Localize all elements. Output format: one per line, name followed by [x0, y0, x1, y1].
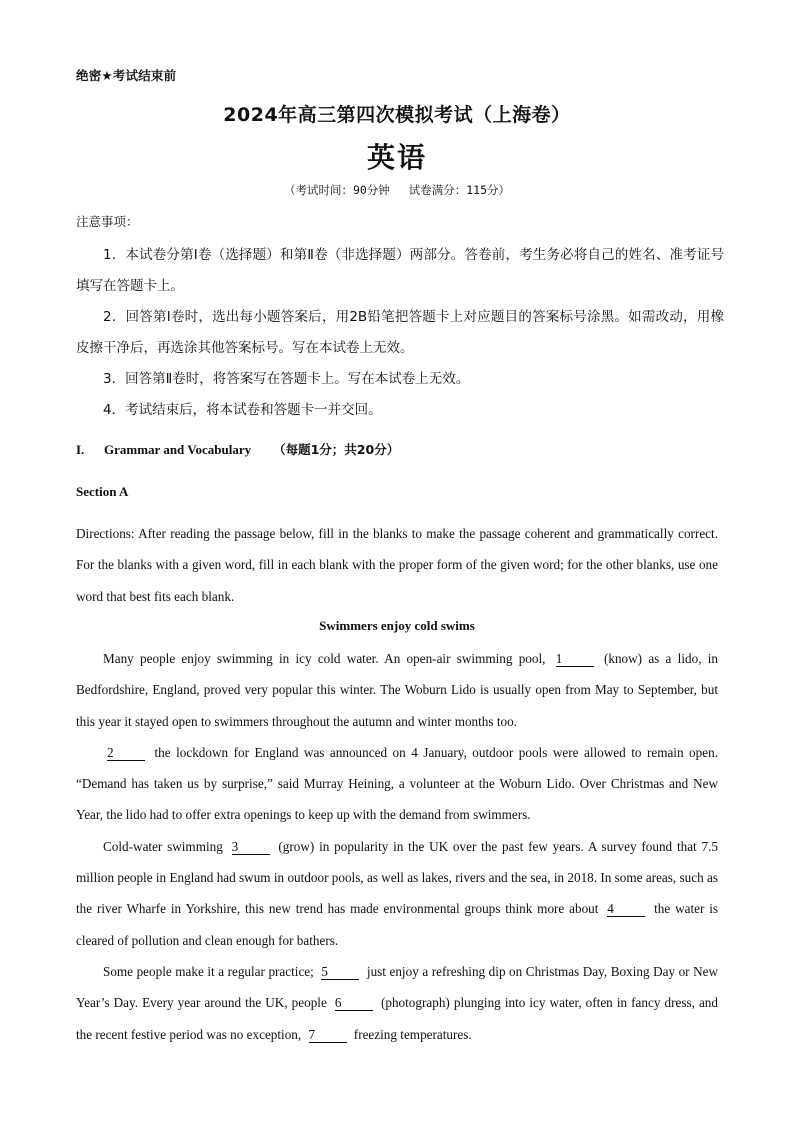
- blank-6[interactable]: 6: [335, 995, 373, 1011]
- blank-1[interactable]: 1: [556, 651, 594, 667]
- paragraph-text: (grow) in popularity in the UK over the past few years. A survey found that 7.5 million people in England had swum in outdoor pools, as well as lakes, rivers and the sea, in 2018. In some areas, such as the river Wharfe in Yorkshire, this new trend has made environmental groups think more about: [76, 838, 718, 917]
- blank-4[interactable]: 4: [607, 901, 645, 917]
- paragraph-text: Many people enjoy swimming in icy cold water. An open-air swimming pool,: [103, 651, 546, 666]
- blank-2[interactable]: 2: [107, 745, 145, 761]
- part-number: I.: [76, 442, 85, 457]
- exam-time-info: [0, 182, 794, 198]
- notice-item: 4．考试结束后，将本试卷和答题卡一并交回。: [103, 402, 382, 418]
- notice-item: 1．本试卷分第Ⅰ卷（选择题）和第Ⅱ卷（非选择题）两部分。答卷前，考生务必将自己的姓名、准考证号填写在答题卡上。: [76, 247, 724, 294]
- paragraph-text: Cold-water swimming: [103, 838, 223, 854]
- part-heading: [76, 440, 399, 458]
- part-score: （每题1分；共20分）: [273, 442, 400, 457]
- notice-heading: 注意事项：: [76, 214, 139, 229]
- paragraph-4: [76, 956, 718, 1050]
- section-heading: Section A: [76, 484, 129, 499]
- exam-full-score: 试卷满分：115分）: [408, 183, 511, 197]
- subject-title: 英语: [366, 141, 427, 174]
- notice-list: [76, 240, 724, 426]
- exam-title: 2024年高三第四次模拟考试（上海卷）: [223, 104, 571, 126]
- passage-title: Swimmers enjoy cold swims: [319, 618, 475, 633]
- paragraph-1: [76, 643, 718, 737]
- blank-7[interactable]: 7: [309, 1027, 347, 1043]
- paragraph-text: the lockdown for England was announced on 4 January, outdoor pools were allowed to remain open. “Demand has taken us by surprise,” said Murray Heining, a volunteer at the Woburn Lido. Over Christmas and New Year, the lido had to offer extra openings to keep up with the demand from swimmers.: [76, 744, 718, 823]
- paragraph-text: (know) as a lido, in Bedfordshire, England, proved very popular this winter. The Woburn Lido is usually open from May to September, but this year it stayed open to swimmers throughout the autumn and winter months too.: [76, 651, 719, 729]
- passage: [76, 643, 718, 1050]
- paragraph-2: [76, 737, 718, 831]
- paragraph-text: the water is cleared of pollution and clean enough for bathers.: [76, 901, 718, 948]
- directions: [76, 518, 718, 612]
- paragraph-3: [76, 831, 718, 956]
- paragraph-text: just enjoy a refreshing dip on Christmas Day, Boxing Day or New Year’s Day. Every year around the UK, people: [76, 963, 719, 1011]
- paragraph-text: freezing temperatures.: [353, 1026, 472, 1042]
- paragraph-text: Some people make it a regular practice;: [103, 963, 314, 979]
- part-title: Grammar and Vocabulary: [104, 442, 252, 457]
- directions-text: Directions: After reading the passage below, fill in the blanks to make the passage coherent and grammatically correct. For the blanks with a given word, fill in each blank with the proper form of the given word; for the other blanks, use one word that best fits each blank.: [76, 526, 718, 604]
- paragraph-text: (photograph) plunging into icy water, often in fancy dress, and the recent festive period was no exception,: [76, 995, 718, 1042]
- notice-item: 3．回答第Ⅱ卷时，将答案写在答题卡上。写在本试卷上无效。: [103, 371, 470, 387]
- notice-item: 2．回答第Ⅰ卷时，选出每小题答案后，用2B铅笔把答题卡上对应题目的答案标号涂黑。如需改动，用橡皮擦干净后，再选涂其他答案标号。写在本试卷上无效。: [76, 309, 724, 356]
- blank-3[interactable]: 3: [232, 839, 270, 855]
- secret-mark: 绝密★考试结束前: [76, 68, 177, 83]
- exam-duration: （考试时间：90分钟: [283, 183, 390, 197]
- blank-5[interactable]: 5: [321, 964, 359, 980]
